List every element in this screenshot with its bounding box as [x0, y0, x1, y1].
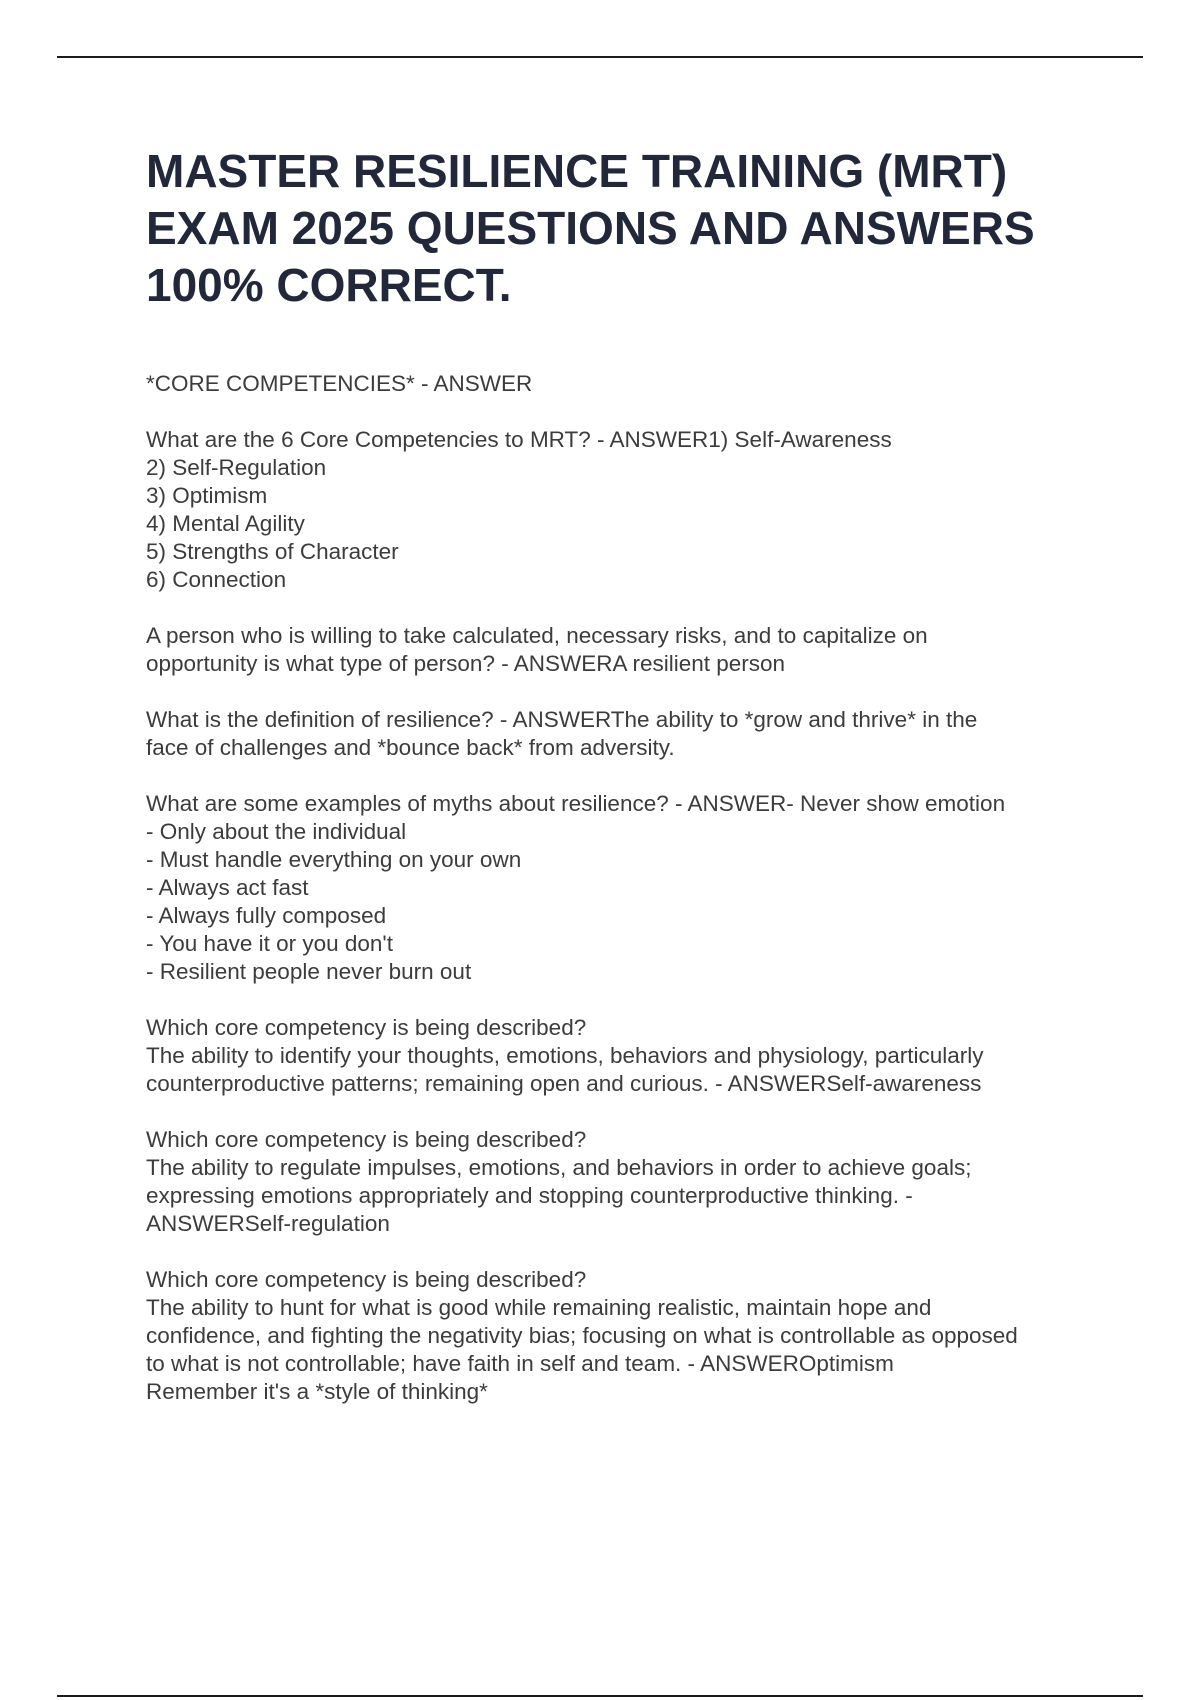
- document-content: [146, 143, 1106, 1434]
- text-line: The ability to identify your thoughts, emotions, behaviors and physiology, particularly: [146, 1043, 984, 1068]
- text-line: - Always fully composed: [146, 903, 387, 928]
- qa-item-optimism: [146, 1266, 1106, 1406]
- text-line: confidence, and fighting the negativity bias; focusing on what is controllable as opposed: [146, 1323, 1018, 1348]
- text-line: 5) Strengths of Character: [146, 539, 399, 564]
- text-line: to what is not controllable; have faith in self and team. - ANSWEROptimism: [146, 1351, 894, 1376]
- document-title: [146, 143, 1106, 314]
- text-line: face of challenges and *bounce back* from adversity.: [146, 735, 675, 760]
- text-line: - Must handle everything on your own: [146, 847, 522, 872]
- text-line: ANSWERSelf-regulation: [146, 1211, 390, 1236]
- text-line: A person who is willing to take calculated, necessary risks, and to capitalize on: [146, 623, 928, 648]
- text-line: The ability to regulate impulses, emotions, and behaviors in order to achieve goals;: [146, 1155, 972, 1180]
- text-line: 3) Optimism: [146, 483, 268, 508]
- qa-item-myths: [146, 790, 1106, 986]
- text-line: Remember it's a *style of thinking*: [146, 1379, 488, 1404]
- title-line: MASTER RESILIENCE TRAINING (MRT): [146, 145, 1008, 197]
- text-line: The ability to hunt for what is good while remaining realistic, maintain hope and: [146, 1295, 932, 1320]
- text-line: Which core competency is being described?: [146, 1127, 587, 1152]
- top-rule: [57, 56, 1143, 58]
- qa-item-self-awareness: [146, 1014, 1106, 1098]
- text-line: - Always act fast: [146, 875, 309, 900]
- title-line: EXAM 2025 QUESTIONS AND ANSWERS: [146, 202, 1035, 254]
- text-line: - You have it or you don't: [146, 931, 393, 956]
- text-line: Which core competency is being described?: [146, 1015, 587, 1040]
- text-line: *CORE COMPETENCIES* - ANSWER: [146, 371, 533, 396]
- qa-item-definition: [146, 706, 1106, 762]
- text-line: 4) Mental Agility: [146, 511, 305, 536]
- qa-item-resilient-person: [146, 622, 1106, 678]
- text-line: What are some examples of myths about resilience? - ANSWER- Never show emotion: [146, 791, 1006, 816]
- qa-item-core-competencies: [146, 426, 1106, 594]
- text-line: 6) Connection: [146, 567, 287, 592]
- text-line: - Only about the individual: [146, 819, 407, 844]
- title-line: 100% CORRECT.: [146, 259, 512, 311]
- text-line: What is the definition of resilience? - ANSWERThe ability to *grow and thrive* in the: [146, 707, 978, 732]
- text-line: 2) Self-Regulation: [146, 455, 327, 480]
- bottom-rule: [57, 1695, 1143, 1697]
- text-line: Which core competency is being described?: [146, 1267, 587, 1292]
- qa-item-self-regulation: [146, 1126, 1106, 1238]
- document-body: [146, 370, 1106, 1406]
- text-line: counterproductive patterns; remaining open and curious. - ANSWERSelf-awareness: [146, 1071, 982, 1096]
- section-heading: [146, 370, 1106, 398]
- text-line: What are the 6 Core Competencies to MRT? - ANSWER1) Self-Awareness: [146, 427, 892, 452]
- text-line: - Resilient people never burn out: [146, 959, 472, 984]
- text-line: opportunity is what type of person? - ANSWERA resilient person: [146, 651, 786, 676]
- text-line: expressing emotions appropriately and stopping counterproductive thinking. -: [146, 1183, 913, 1208]
